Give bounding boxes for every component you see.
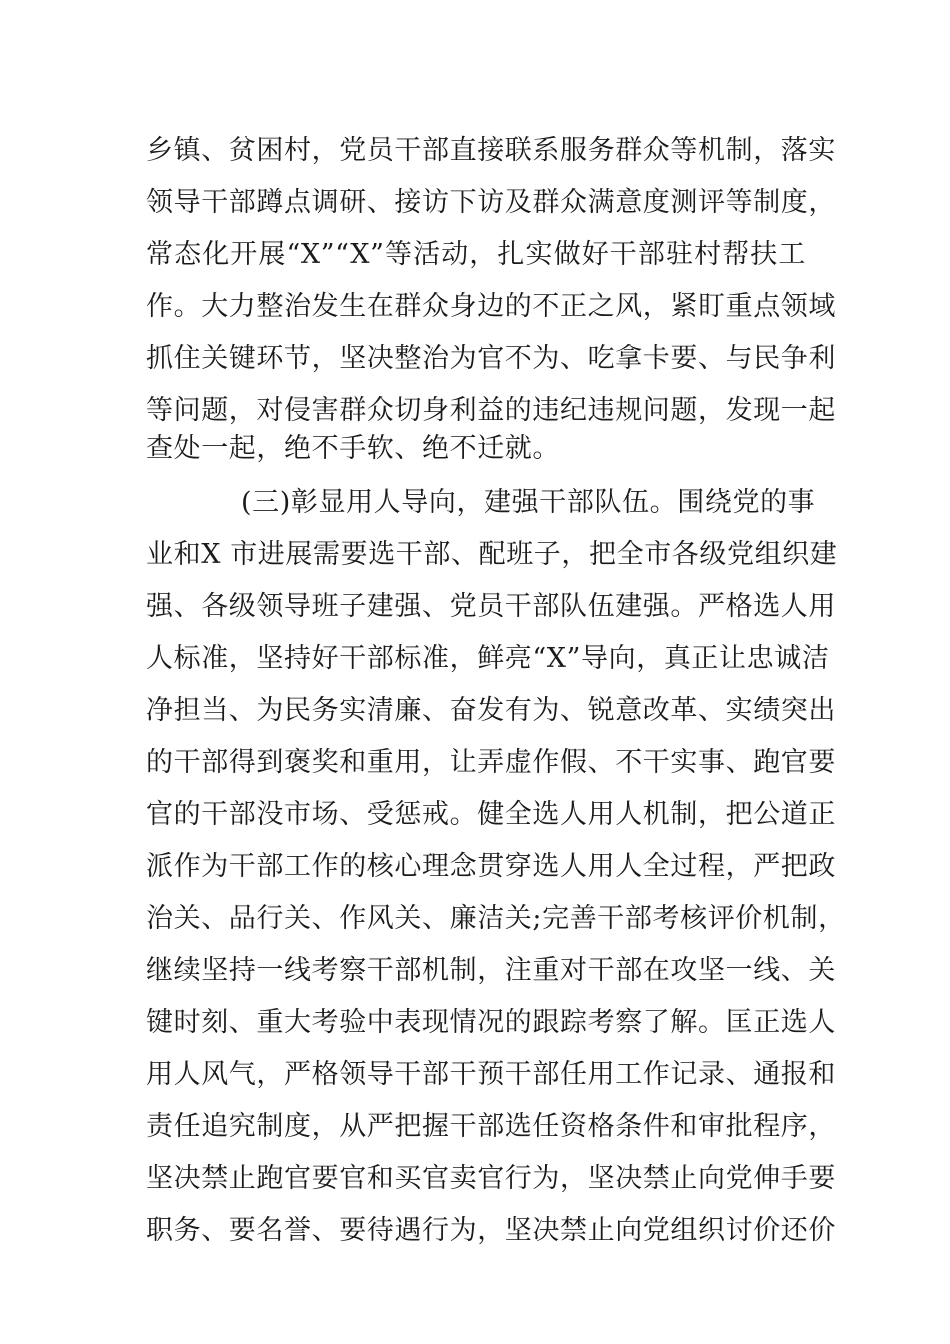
paragraph-2-line-12: 用人风气，严格领导干部干预干部任用工作记录、通报和 — [146, 1059, 836, 1090]
paragraph-1-line-5: 抓住关键环节，坚决整治为官不为、吃拿卡要、与民争利 — [146, 343, 836, 374]
paragraph-2-line-3: 强、各级领导班子建强、党员干部队伍建强。严格选人用 — [146, 591, 836, 622]
paragraph-2-line-8: 派作为干部工作的核心理念贯穿选人用人全过程，严把政 — [146, 851, 836, 882]
paragraph-2-line-2: 业和X 市进展需要选干部、配班子，把全市各级党组织建 — [146, 539, 838, 570]
paragraph-2-line-6: 的干部得到褒奖和重用，让弄虚作假、不干实事、跑官要 — [146, 747, 836, 778]
paragraph-2-line-11: 键时刻、重大考验中表现情况的跟踪考察了解。匡正选人 — [146, 1007, 836, 1038]
paragraph-1-line-1: 乡镇、贫困村，党员干部直接联系服务群众等机制，落实 — [146, 135, 836, 166]
paragraph-1-line-6: 等问题，对侵害群众切身利益的违纪违规问题，发现一起 — [146, 395, 836, 426]
paragraph-1-line-7: 查处一起，绝不手软、绝不迁就。 — [146, 433, 560, 464]
paragraph-1-line-4: 作。大力整治发生在群众身边的不正之风，紧盯重点领域 — [146, 291, 836, 322]
paragraph-2-line-5: 净担当、为民务实清廉、奋发有为、锐意改革、实绩突出 — [146, 695, 836, 726]
paragraph-1-line-3: 常态化开展“X”“X”等活动，扎实做好干部驻村帮扶工 — [146, 239, 806, 270]
paragraph-2-line-15: 职务、要名誉、要待遇行为，坚决禁止向党组织讨价还价 — [146, 1215, 836, 1246]
paragraph-2-line-9: 治关、品行关、作风关、廉洁关;完善干部考核评价机制， — [146, 903, 846, 934]
paragraph-2-line-4: 人标准，坚持好干部标准，鲜亮“X”导向，真正让忠诚洁 — [146, 643, 830, 674]
paragraph-2-line-10: 继续坚持一线考察干部机制，注重对干部在攻坚一线、关 — [146, 955, 836, 986]
paragraph-2-line-7: 官的干部没市场、受惩戒。健全选人用人机制，把公道正 — [146, 799, 836, 830]
paragraph-1-line-2: 领导干部蹲点调研、接访下访及群众满意度测评等制度， — [146, 187, 836, 218]
paragraph-2-line-13: 责任追究制度，从严把握干部选任资格条件和审批程序， — [146, 1111, 836, 1142]
paragraph-2-heading-line: (三)彰显用人导向，建强干部队伍。围绕党的事 — [241, 487, 816, 518]
paragraph-2-line-14: 坚决禁止跑官要官和买官卖官行为，坚决禁止向党伸手要 — [146, 1163, 836, 1194]
